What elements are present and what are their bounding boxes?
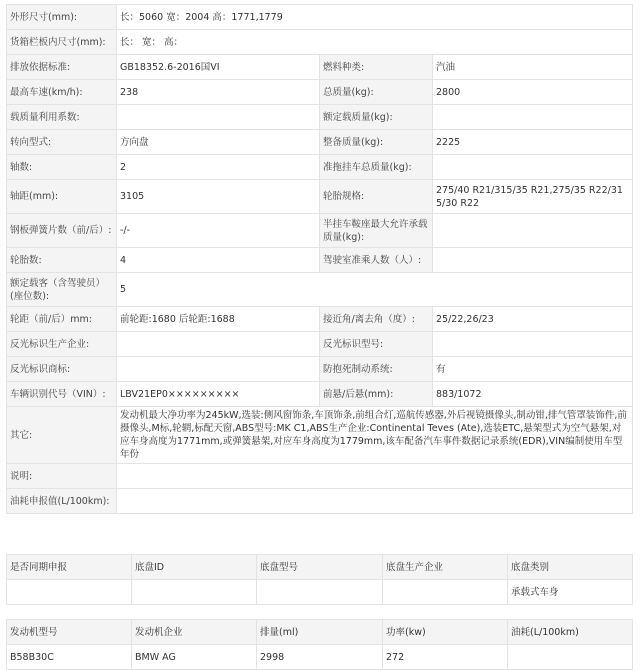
param-value <box>433 214 633 248</box>
table-row <box>7 273 633 307</box>
param-label: 总质量(kg): <box>320 80 433 105</box>
param-value: 2800 <box>433 80 633 105</box>
param-label: 轴数: <box>7 155 117 180</box>
param-label: 准拖挂车总质量(kg): <box>320 155 433 180</box>
param-label: 其它: <box>7 407 117 464</box>
param-label: 钢板弹簧片数（前/后）: <box>7 214 117 248</box>
column-header: 底盘类别 <box>508 555 633 580</box>
table-row <box>7 155 633 180</box>
table-header-row <box>7 620 633 645</box>
column-header: 发动机型号 <box>7 620 132 645</box>
param-label: 反光标识生产企业: <box>7 332 117 357</box>
param-label: 反光标识型号: <box>320 332 433 357</box>
param-value: 5 <box>117 273 633 307</box>
engine-table <box>6 619 633 670</box>
table-cell <box>508 645 633 670</box>
param-value: 3105 <box>117 180 320 214</box>
table-cell <box>383 580 508 605</box>
param-value: 883/1072 <box>433 382 633 407</box>
param-label: 轴距(mm): <box>7 180 117 214</box>
table-row <box>7 248 633 273</box>
param-value: 2225 <box>433 130 633 155</box>
param-label: 最高车速(km/h): <box>7 80 117 105</box>
param-value: 4 <box>117 248 320 273</box>
table-row <box>7 489 633 514</box>
table-row <box>7 80 633 105</box>
column-header: 底盘生产企业 <box>383 555 508 580</box>
table-cell: 2998 <box>257 645 383 670</box>
param-value <box>117 464 633 489</box>
column-header: 底盘型号 <box>257 555 383 580</box>
table-row <box>7 464 633 489</box>
table-row <box>7 5 633 30</box>
param-value <box>433 155 633 180</box>
param-label: 前悬/后悬(mm): <box>320 382 433 407</box>
param-value: 长：5060 宽：2004 高：1771,1779 <box>117 5 633 30</box>
table-row <box>7 180 633 214</box>
param-label: 货箱栏板内尺寸(mm): <box>7 30 117 55</box>
param-label: 燃料种类: <box>320 55 433 80</box>
column-header: 是否同期申报 <box>7 555 132 580</box>
param-value: 发动机最大净功率为245kW,选装:侧风窗饰条,车顶饰条,前组合灯,巡航传感器,外后视镜摄像头,制动钳,排气管罩装饰件,前摄像头,M标,轮辋,标配天窗,ABS型号:MK C1,ABS生产企业:Continental Teves (Ate),选装ETC,悬架型式为空气悬架,对应车身高度为1771mm,或弹簧悬架,对应车身高度为1779mm,该车配备汽车事件数据记录系统(EDR),VIN编制使用车型年份 <box>117 407 633 464</box>
param-label: 反光标识商标: <box>7 357 117 382</box>
table-cell: 承载式车身 <box>508 580 633 605</box>
column-header: 排量(ml) <box>257 620 383 645</box>
vehicle-params-table <box>6 4 633 514</box>
column-header: 功率(kw) <box>383 620 508 645</box>
chassis-table <box>6 554 633 605</box>
param-value <box>117 105 320 130</box>
table-cell <box>257 580 383 605</box>
table-row <box>7 357 633 382</box>
param-label: 轮胎规格: <box>320 180 433 214</box>
column-header: 发动机企业 <box>132 620 257 645</box>
table-header-row <box>7 555 633 580</box>
param-value: LBV21EP0××××××××× <box>117 382 320 407</box>
table-cell <box>7 580 132 605</box>
param-value: 2 <box>117 155 320 180</box>
param-label: 排放依据标准: <box>7 55 117 80</box>
param-value: 长： 宽： 高： <box>117 30 633 55</box>
param-value: -/- <box>117 214 320 248</box>
param-label: 防抱死制动系统: <box>320 357 433 382</box>
param-label: 整备质量(kg): <box>320 130 433 155</box>
param-label: 载质量利用系数: <box>7 105 117 130</box>
param-value <box>433 248 633 273</box>
param-label: 说明: <box>7 464 117 489</box>
param-label: 接近角/离去角（度）: <box>320 307 433 332</box>
param-label: 额定载质量(kg): <box>320 105 433 130</box>
param-value: 25/22,26/23 <box>433 307 633 332</box>
table-row <box>7 645 633 670</box>
table-row <box>7 382 633 407</box>
table-cell <box>132 580 257 605</box>
column-header: 底盘ID <box>132 555 257 580</box>
param-value <box>117 489 633 514</box>
param-value: 方向盘 <box>117 130 320 155</box>
table-row <box>7 55 633 80</box>
param-label: 外形尺寸(mm): <box>7 5 117 30</box>
table-cell: BMW AG <box>132 645 257 670</box>
table-cell: 272 <box>383 645 508 670</box>
param-value <box>433 332 633 357</box>
table-row <box>7 30 633 55</box>
table-row <box>7 332 633 357</box>
param-label: 油耗申报值(L/100km): <box>7 489 117 514</box>
param-value: 275/40 R21/315/35 R21,275/35 R22/315/30 R22 <box>433 180 633 214</box>
param-value <box>117 357 320 382</box>
param-label: 轮胎数: <box>7 248 117 273</box>
table-cell: B58B30C <box>7 645 132 670</box>
param-label: 车辆识别代号（VIN）: <box>7 382 117 407</box>
param-label: 半挂车鞍座最大允许承载质量(kg): <box>320 214 433 248</box>
param-value <box>433 105 633 130</box>
column-header: 油耗(L/100km) <box>508 620 633 645</box>
param-label: 转向型式: <box>7 130 117 155</box>
param-value <box>117 332 320 357</box>
table-row <box>7 307 633 332</box>
table-row <box>7 407 633 464</box>
param-value: GB18352.6-2016国VI <box>117 55 320 80</box>
param-value: 汽油 <box>433 55 633 80</box>
table-row <box>7 130 633 155</box>
param-label: 额定载客（含驾驶员）(座位数): <box>7 273 117 307</box>
table-row <box>7 214 633 248</box>
param-value: 有 <box>433 357 633 382</box>
param-label: 轮距（前/后）mm: <box>7 307 117 332</box>
param-label: 驾驶室准乘人数（人）: <box>320 248 433 273</box>
param-value: 238 <box>117 80 320 105</box>
table-row <box>7 580 633 605</box>
param-value: 前轮距:1680 后轮距:1688 <box>117 307 320 332</box>
table-row <box>7 105 633 130</box>
